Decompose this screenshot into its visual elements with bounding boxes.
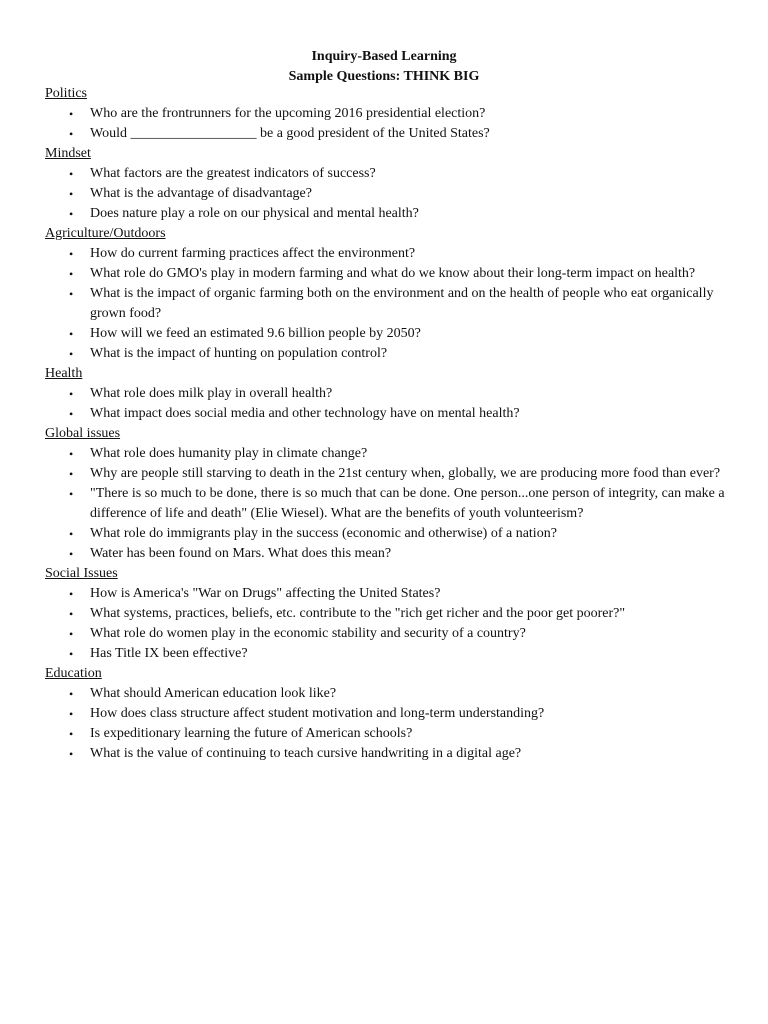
question-text: Why are people still starving to death in the 21st century when, globally, we are producing more food than ever? [90, 466, 721, 481]
question-text: What is the impact of organic farming both on the environment and on the health of people who eat organically grown food? [90, 286, 714, 321]
list-item [45, 684, 725, 704]
list-item [45, 244, 725, 264]
list-item [45, 464, 725, 484]
list-item [45, 164, 725, 184]
bullet-icon: • [69, 707, 74, 721]
bullet-icon: • [69, 607, 74, 621]
list-item [45, 184, 725, 204]
bullet-icon: • [69, 727, 74, 741]
bullet-icon: • [69, 407, 74, 421]
list-item [45, 484, 725, 524]
question-text: How do current farming practices affect the environment? [90, 246, 416, 261]
list-item [45, 204, 725, 224]
list-item [45, 524, 725, 544]
list-item [45, 624, 725, 644]
question-text: What role does milk play in overall health? [90, 386, 333, 401]
question-text: How is America's "War on Drugs" affecting the United States? [90, 586, 441, 601]
list-item [45, 104, 725, 124]
question-items [45, 164, 725, 224]
section-heading: Agriculture/Outdoors [45, 226, 166, 241]
bullet-icon: • [69, 447, 74, 461]
title-block [0, 47, 768, 87]
question-items [45, 104, 725, 144]
question-items [45, 684, 725, 764]
question-items [45, 444, 725, 564]
bullet-icon: • [69, 587, 74, 601]
section-heading: Education [45, 666, 102, 681]
list-item [45, 444, 725, 464]
question-text: Who are the frontrunners for the upcoming 2016 presidential election? [90, 106, 486, 121]
bullet-icon: • [69, 547, 74, 561]
list-item [45, 704, 725, 724]
question-items [45, 384, 725, 424]
section-heading: Global issues [45, 426, 121, 441]
question-text: Has Title IX been effective? [90, 646, 248, 661]
question-text: What role do immigrants play in the success (economic and otherwise) of a nation? [90, 526, 557, 541]
bullet-icon: • [69, 247, 74, 261]
bullet-icon: • [69, 387, 74, 401]
bullet-icon: • [69, 527, 74, 541]
list-item [45, 724, 725, 744]
question-text: What impact does social media and other technology have on mental health? [90, 406, 520, 421]
list-item [45, 744, 725, 764]
question-text: What is the advantage of disadvantage? [90, 186, 312, 201]
section-heading: Politics [45, 86, 88, 101]
list-item [45, 324, 725, 344]
bullet-icon: • [69, 467, 74, 481]
bullet-icon: • [69, 627, 74, 641]
list-item [45, 544, 725, 564]
list-item [45, 644, 725, 664]
question-text: Is expeditionary learning the future of American schools? [90, 726, 413, 741]
bullet-icon: • [69, 107, 74, 121]
bullet-icon: • [69, 187, 74, 201]
bullet-icon: • [69, 747, 74, 761]
section-heading: Mindset [45, 146, 91, 161]
question-text: How does class structure affect student motivation and long-term understanding? [90, 706, 545, 721]
question-items [45, 244, 725, 364]
list-item [45, 284, 725, 324]
question-text: What role do women play in the economic stability and security of a country? [90, 626, 526, 641]
question-text: Would __________________ be a good president of the United States? [90, 126, 490, 141]
list-item [45, 604, 725, 624]
bullet-icon: • [69, 487, 74, 501]
question-text: How will we feed an estimated 9.6 billion people by 2050? [90, 326, 421, 341]
question-list [45, 84, 725, 764]
question-text: Does nature play a role on our physical and mental health? [90, 206, 419, 221]
question-text: What is the value of continuing to teach cursive handwriting in a digital age? [90, 746, 522, 761]
question-text: What should American education look like? [90, 686, 337, 701]
question-text: What systems, practices, beliefs, etc. contribute to the "rich get richer and the poor get poorer?" [90, 606, 626, 621]
question-text: What role do GMO's play in modern farming and what do we know about their long-term impact on health? [90, 266, 696, 281]
bullet-icon: • [69, 687, 74, 701]
question-text: What factors are the greatest indicators of success? [90, 166, 376, 181]
bullet-icon: • [69, 327, 74, 341]
list-item [45, 584, 725, 604]
bullet-icon: • [69, 167, 74, 181]
list-item [45, 344, 725, 364]
question-text: What role does humanity play in climate change? [90, 446, 368, 461]
list-item [45, 264, 725, 284]
question-items [45, 584, 725, 664]
bullet-icon: • [69, 207, 74, 221]
list-item [45, 384, 725, 404]
list-item [45, 404, 725, 424]
section-heading: Social Issues [45, 566, 118, 581]
bullet-icon: • [69, 647, 74, 661]
list-item [45, 124, 725, 144]
bullet-icon: • [69, 347, 74, 361]
bullet-icon: • [69, 287, 74, 301]
section-heading: Health [45, 366, 83, 381]
question-text: What is the impact of hunting on population control? [90, 346, 388, 361]
document-subtitle: Sample Questions: THINK BIG [288, 69, 480, 84]
bullet-icon: • [69, 267, 74, 281]
question-text: Water has been found on Mars. What does this mean? [90, 546, 392, 561]
question-text: "There is so much to be done, there is so much that can be done. One person...one person of integrity, can make a difference of life and death" (Elie Wiesel). What are the benefits of youth volunteerism? [90, 486, 725, 521]
bullet-icon: • [69, 127, 74, 141]
document-title: Inquiry-Based Learning [311, 49, 457, 64]
